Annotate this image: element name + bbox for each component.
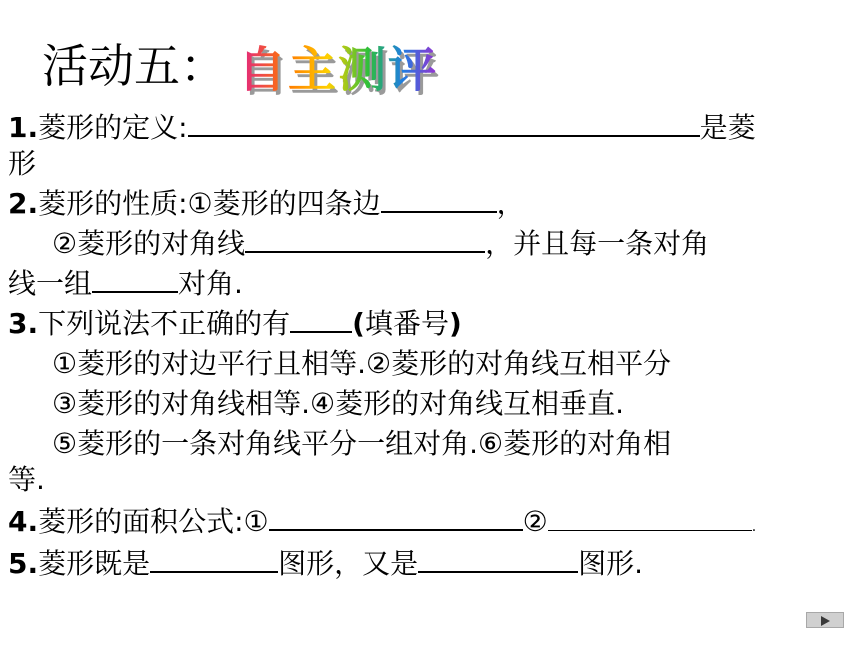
question-text: ②菱形的对角线 xyxy=(52,227,246,260)
paren: ( xyxy=(352,307,365,340)
question-text: ， xyxy=(496,187,525,220)
question-3-option-line-2: ③菱形的对角线相等.④菱形的对角线互相垂直. xyxy=(52,387,625,420)
question-text: 菱形的面积公式:① xyxy=(38,505,269,538)
answer-blank[interactable] xyxy=(548,529,752,531)
paren: ) xyxy=(448,307,462,340)
question-3-option-line-1: ①菱形的对边平行且相等.②菱形的对角线互相平分 xyxy=(52,347,672,380)
question-text: 线一组 xyxy=(8,267,93,300)
answer-blank[interactable] xyxy=(150,570,278,573)
question-text: 菱形的性质:①菱形的四条边 xyxy=(38,187,381,220)
question-3-line xyxy=(8,306,462,342)
question-text: ，并且每一条对角 xyxy=(485,227,710,260)
question-3-option-line-3: ⑤菱形的一条对角线平分一组对角.⑥菱形的对角相 xyxy=(52,427,672,460)
question-2-line-3 xyxy=(8,266,243,302)
answer-blank[interactable] xyxy=(290,330,352,333)
answer-blank[interactable] xyxy=(188,134,700,137)
question-4-line xyxy=(8,504,756,545)
question-text: 图形. xyxy=(578,547,644,580)
question-1-line xyxy=(8,110,756,146)
question-text: 菱形既是 xyxy=(38,547,151,580)
answer-blank[interactable] xyxy=(418,570,578,573)
question-number: 5. xyxy=(8,547,39,580)
next-slide-button[interactable] xyxy=(806,612,844,628)
question-number: 3. xyxy=(8,307,39,340)
question-text: ② xyxy=(522,505,548,538)
question-text: 对角. xyxy=(178,267,243,300)
question-3-option-wrap: 等. xyxy=(8,463,45,496)
question-number: 1. xyxy=(8,111,39,144)
play-next-icon xyxy=(821,616,830,626)
activity-title: 活动五： xyxy=(42,39,226,93)
question-1-wrap: 形 xyxy=(8,147,37,180)
question-5-line xyxy=(8,546,643,582)
question-2-line xyxy=(8,186,525,222)
answer-blank[interactable] xyxy=(92,290,178,293)
wordart-self-assessment: 自主测评 xyxy=(238,42,439,98)
question-number: 4. xyxy=(8,505,39,538)
question-text: 图形，又是 xyxy=(278,547,419,580)
question-2-line-2 xyxy=(52,226,709,262)
question-text: 是菱 xyxy=(699,111,756,144)
answer-blank[interactable] xyxy=(269,528,523,531)
question-text: 下列说法不正确的有 xyxy=(38,307,291,340)
period: . xyxy=(751,519,757,535)
question-text: 菱形的定义: xyxy=(38,111,188,144)
question-number: 2. xyxy=(8,187,39,220)
question-hint: 填番号 xyxy=(364,307,449,340)
answer-blank[interactable] xyxy=(381,210,497,213)
answer-blank[interactable] xyxy=(245,250,485,253)
